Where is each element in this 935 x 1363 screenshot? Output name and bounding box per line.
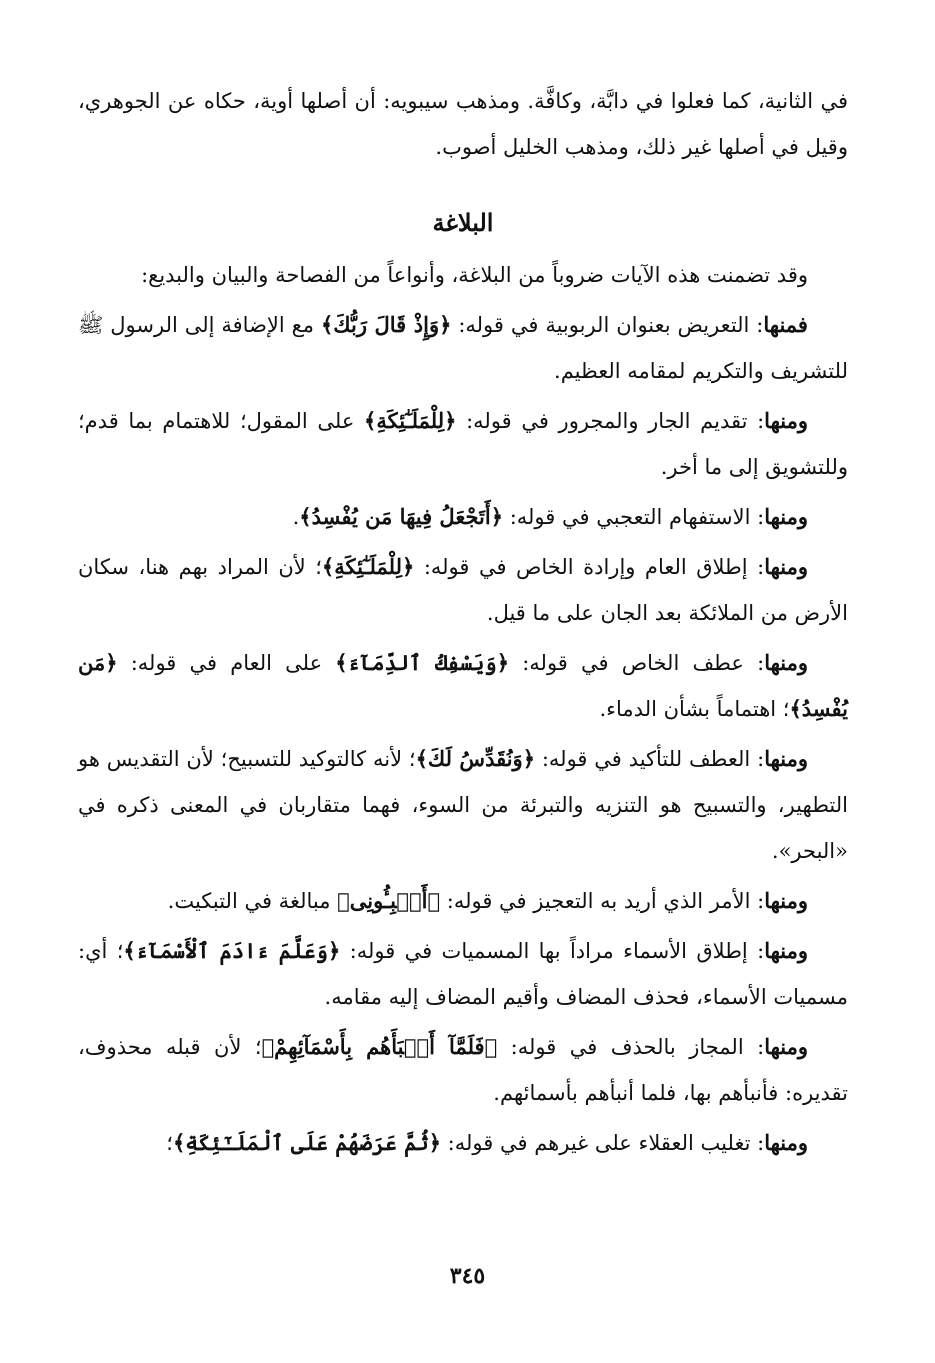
intro-paragraph: في الثانية، كما فعلوا في دابَّة، وكافَّة. ومذهب سيبويه: أن أصلها أوية، حكاه عن الجوهري، وقيل في أصلها غير ذلك، ومذهب الخليل أصوب. — [78, 89, 848, 159]
quran-quote: ﴿وَعَلَّمَ ءَادَمَ ٱلْأَسْمَآءَ﴾ — [123, 938, 341, 963]
item-text: على العام في قوله: — [117, 651, 336, 675]
item-text: : عطف الخاص في قوله: — [509, 651, 765, 675]
item-text: : المجاز بالحذف في قوله: — [497, 1035, 765, 1059]
item-lead: ومنها — [764, 938, 808, 963]
item-lead: ومنها — [764, 408, 808, 433]
item-lead: فمنها — [763, 312, 808, 337]
quran-quote: ﴿وَإِذْ قَالَ رَبُّكَ﴾ — [320, 312, 452, 337]
item-text: : تغليب العقلاء على غيرهم في قوله: — [441, 1131, 765, 1155]
quran-quote: ﴿أَنۢبِـُٔونِى﴾ — [337, 888, 441, 913]
item-text: . — [292, 505, 300, 529]
rhetoric-item — [78, 640, 848, 732]
rhetoric-item — [78, 1024, 848, 1116]
item-text: ؛ لأن قبله محذوف، تقديره: فأنبأهم بها، فلما أنبأهم بأسمائهم. — [78, 1035, 848, 1105]
item-text: : إطلاق الأسماء مراداً بها المسميات في قوله: — [340, 939, 765, 963]
rhetoric-item — [78, 878, 848, 924]
item-lead: ومنها — [764, 554, 808, 579]
item-text: ؛ لأنه كالتوكيد للتسبيح؛ لأن التقديس هو التطهير، والتسبيح هو التنزيه والتبرئة من السوء، فهما متقاربان في المعنى ذكره في «البحر». — [78, 747, 848, 863]
item-text: ؛ اهتماماً بشأن الدماء. — [599, 697, 790, 721]
page-body — [78, 78, 848, 1170]
rhetoric-item — [78, 494, 848, 540]
quran-quote: ﴿لِلْمَلَـٰٓئِكَةِ﴾ — [364, 408, 457, 433]
rhetoric-item — [78, 1120, 848, 1166]
opening-paragraph: وقد تضمنت هذه الآيات ضروباً من البلاغة، وأنواعاً من الفصاحة والبيان والبديع: — [141, 263, 808, 287]
rhetoric-item — [78, 736, 848, 874]
item-text: ؛ أي: مسميات الأسماء، فحذف المضاف وأقيم المضاف إليه مقامه. — [78, 939, 848, 1009]
quran-quote: ﴿ثُمَّ عَرَضَهُمْ عَلَى ٱلْمَلَـٰٓئِكَةِ﴾ — [172, 1130, 441, 1155]
item-text: : إطلاق العام وإرادة الخاص في قوله: — [414, 555, 765, 579]
item-text: : العطف للتأكيد في قوله: — [535, 747, 765, 771]
rhetoric-item — [78, 398, 848, 490]
item-text: ؛ لأن المراد بهم هنا، سكان الأرض من الملائكة بعد الجان على ما قيل. — [78, 555, 848, 625]
quran-quote: ﴿وَيَسْفِكُ ٱلدِّمَآءَ﴾ — [335, 650, 510, 675]
quran-quote: ﴿مَن يُفْسِدُ﴾ — [78, 650, 848, 721]
item-lead: ومنها — [764, 888, 808, 913]
item-text: : الأمر الذي أريد به التعجيز في قوله: — [440, 889, 765, 913]
item-text: : تقديم الجار والمجرور في قوله: — [456, 409, 765, 433]
section-heading: البلاغة — [432, 208, 494, 237]
item-lead: ومنها — [764, 504, 808, 529]
rhetoric-item — [78, 928, 848, 1020]
rhetoric-item — [78, 302, 848, 394]
item-lead: ومنها — [764, 1034, 809, 1059]
item-text: مبالغة في التبكيت. — [167, 889, 338, 913]
item-text: مع الإضافة إلى الرسول ﷺ للتشريف والتكريم لمقامه العظيم. — [78, 313, 848, 383]
item-lead: ومنها — [764, 1130, 808, 1155]
item-text: : الاستفهام التعجبي في قوله: — [503, 505, 765, 529]
quran-quote: ﴿لِلْمَلَـٰٓئِكَةِ﴾ — [321, 554, 415, 579]
rhetoric-item — [78, 544, 848, 636]
item-text: : التعريض بعنوان الربوبية في قوله: — [451, 313, 764, 337]
item-text: على المقول؛ للاهتمام بما قدم؛ وللتشويق إلى ما أخر. — [78, 409, 848, 479]
page-number: ٣٤٥ — [449, 1263, 486, 1289]
quran-quote: ﴿وَنُقَدِّسُ لَكَ﴾ — [415, 746, 536, 771]
quran-quote: ﴿فَلَمَّآ أَنۢبَأَهُم بِأَسْمَآئِهِمْ﴾ — [261, 1034, 498, 1059]
item-text: ؛ — [166, 1131, 173, 1155]
quran-quote: ﴿أَتَجْعَلُ فِيهَا مَن يُفْسِدُ﴾ — [299, 504, 504, 529]
item-lead: ومنها — [764, 746, 808, 771]
item-lead: ومنها — [764, 650, 808, 675]
